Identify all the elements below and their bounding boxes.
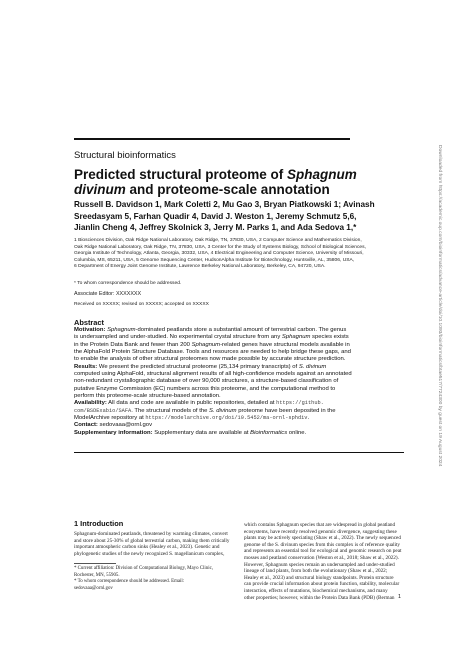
abstract-text: We present the predicted structural proteome (25,134 primary transcripts) of [97,363,299,370]
author-line: Russell B. Davidson 1, Mark Coletti 2, Mu Gao 3, Bryan Piatkowski 1; Avinash [74,200,375,209]
contact-email[interactable]: sedovaaa@ornl.gov [97,422,153,429]
body-line: lineage of land plants, from both the evolutionary (Shaw et al., 2022; [244,568,388,575]
header-rule [74,138,350,140]
paper-title [74,167,404,197]
abstract-text: -dominated peatlands store a substantial amount of terrestrial carbon. The genus [135,327,347,333]
abstract-text: online. [287,429,307,436]
title-italic: Sphagnum [287,167,357,182]
received-dates: Received on XXXXX; revised on XXXXX; accepted on XXXXX [74,302,209,307]
supplementary-label: Supplementary information: [74,429,153,436]
italic-term: S. divinum [209,407,237,414]
footnotes [74,566,234,592]
correspondence-note: * To whom correspondence should be addressed. [74,281,182,286]
abstract-text: computed using AlphaFold, structural alignment results of all high-confidence models against an annotated [74,371,352,378]
abstract-text: -related genes have structural models available in [220,341,350,348]
results-label: Results: [74,363,98,370]
body-line: plants may be actively speciating (Shaw et al., 2022). The newly sequenced [244,535,401,542]
affiliation-line: Georgia Institute of Technology, Atlanta, Georgia, 30332, USA, 4 Electrical Engineering and Computer Science, University of Missouri, [74,251,364,257]
affiliation-line: Columbia, MS, 65211, USA, 5 Genome Sequencing Center, HudsonAlpha Institute for Biotechnology, Huntsville, AL, 35806, USA, [74,257,355,263]
footnote-line: sedovaaa@ornl.gov [74,585,113,591]
abstract-text: species exists [310,334,349,341]
body-line: Sphagnum-dominated peatlands, threatened by warming climates, convert [74,531,228,537]
abstract-text: non-redundant crystallographic database of over 90,000 structures, a structure-based classification of [74,378,339,385]
abstract-text: Supplementary data are available at [152,429,251,436]
availability-label: Availability: [74,400,107,407]
abstract-text: is undersampled and under-studied. No experimental crystal structure from any [74,334,282,341]
abstract-text: ModelArchive repository at [74,415,146,422]
abstract-text: the AlphaFold Protein Structure Database. Tools and resources are needed to help bridge these gaps, and [74,349,351,356]
intro-left-column [74,531,234,557]
abstract-text: proteome have been deposited in the [236,407,336,414]
affiliations [74,238,404,271]
modelarchive-link[interactable]: https://modelarchive.org/doi/10.5452/ma-ornl-sphdiv [145,415,308,422]
body-line: However, Sphagnum species remain an undersampled and under-studied [244,561,395,568]
body-line: Healey et al., 2023) and structural biology standpoints. Protein structure [244,574,394,581]
contact-label: Contact: [74,422,98,429]
body-line: important atmospheric carbon sinks (Healey et al., 2023). Genetic and [74,544,220,551]
affiliation-line: 6 Department of Energy Joint Genome Institute, Lawrence Berkeley National Laboratory, Berkeley, CA, 94720, USA. [74,264,326,270]
body-line: can provide crucial information about protein function, stability, molecular [244,581,400,588]
abstract-text: to enable the analysis of other structural proteomes now made possible by accurate structure prediction. [74,356,346,363]
abstract-bottom-rule [74,452,404,453]
github-link[interactable]: com/BSDExabio/SAFA [74,407,132,414]
affiliation-line: Oak Ridge National Laboratory, Oak Ridge, TN, 37830, USA, 3 Center for the Study of Systems Biology, School of Biological Sciences, [74,244,366,250]
abstract-heading: Abstract [74,318,104,327]
abstract-text: All data and code are available in public repositories, detailed at [106,400,277,407]
body-line: mosses and peatland conservation (Weston et al., 2018; Shaw et al., 2022). [244,554,399,561]
abstract-text: . The structural models of the [131,407,210,414]
github-link[interactable]: https://github. [276,400,324,407]
body-line: and represents an essential tool for ecological and genomic research on peat [244,548,402,555]
italic-term: Sphagnum [191,341,221,348]
title-text: and proteome-scale annotation [125,182,330,197]
italic-term: Sphagnum [281,334,311,341]
motivation-label: Motivation: [74,327,106,333]
body-line: other properties; however, within the Protein Data Bank (PDB) (Berman [244,594,395,601]
body-line: ecosystems, have recently resolved genomic divergence, suggesting these [244,528,397,535]
section-label: Structural bioinformatics [74,150,176,161]
intro-heading: 1 Introduction [74,519,124,528]
author-line: Jianlin Cheng 4, Jeffrey Skolnick 3, Jerry M. Parks 1, and Ada Sedova 1,* [74,223,357,232]
associate-editor: Associate Editor: XXXXXXX [74,291,142,297]
download-watermark: Downloaded from https://academic.oup.com/bioinformatics/advance-article/doi/10.1093/bioinformatics/btae517/7724300 by guest on 19 August 2024 [437,145,442,467]
abstract-text: . [307,415,310,422]
italic-term: Sphagnum [107,327,136,333]
body-line: phylogenetic studies of the newly recognized S. magellanicum complex, [74,550,225,557]
footnote-line: * To whom correspondence should be addressed. Email: [74,579,185,585]
abstract-text: in the Protein Data Bank and fewer than 200 [74,341,192,348]
intro-right-column [244,522,406,601]
footnote-line: * Current affiliation: Division of Computational Biology, Mayo Clinic, [74,566,213,571]
italic-term: S. divinum [298,363,327,370]
footnote-rule [74,563,116,564]
footnote-line: Rochester, MN, 55905. [74,572,120,578]
body-line: genome of the S. divinum species from this complex is of reference quality [244,541,401,548]
abstract-text: perform this proteome-scale structure-based annotation. [74,393,221,400]
author-line: Sreedasyam 5, Farhan Quadir 4, David J. Weston 1, Jeremy Schmutz 5,6, [74,211,357,221]
page-number: 1 [398,594,401,600]
italic-term: Bioinformatics [250,429,288,436]
title-italic: divinum [74,182,126,197]
abstract-body [74,327,404,437]
body-line: interaction, effects of mutations, biochemical mechanisms, and many [244,587,388,594]
body-line: which contains Sphagnum species that are widespread in global peatland [244,522,396,528]
affiliation-line: 1 Biosciences Division, Oak Ridge National Laboratory, Oak Ridge, TN, 37830, USA, 2 Computer Science and Mathematics Division, [74,238,362,243]
body-line: and store about 25-30% of global terrestrial carbon, making them critically [74,537,230,544]
abstract-text: putative Enzyme Commission (EC) numbers across this proteome, and the computational method to [74,385,336,392]
author-list [74,199,404,234]
title-text: Predicted structural proteome of [74,167,288,182]
